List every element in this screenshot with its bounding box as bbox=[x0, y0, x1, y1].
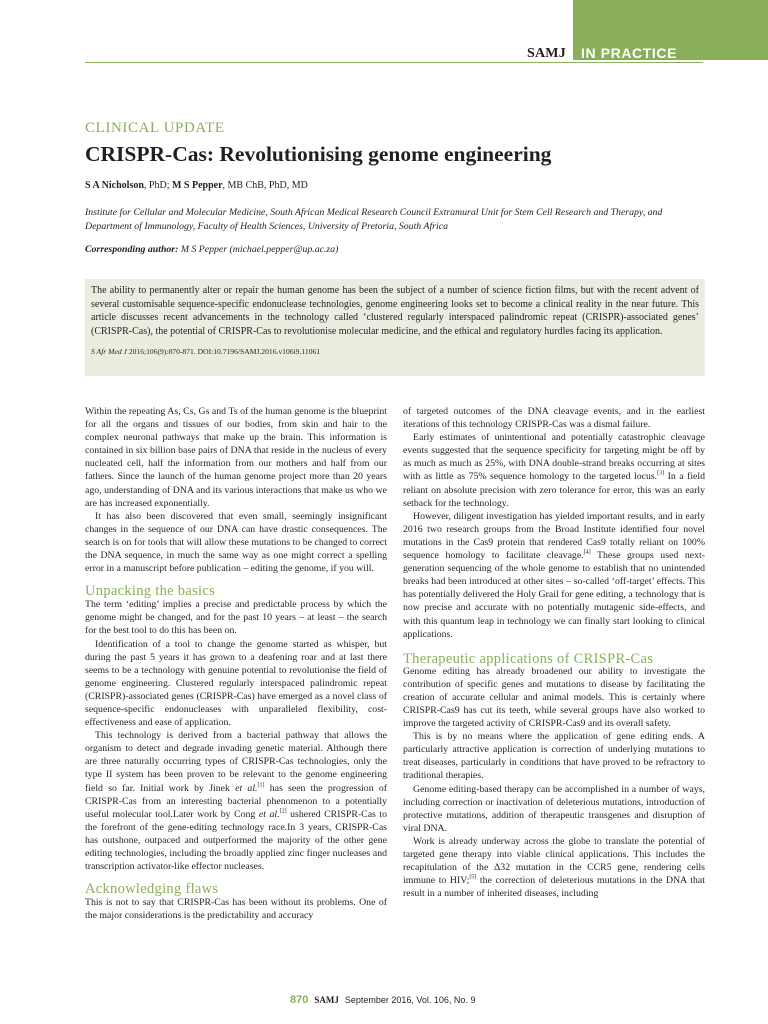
citation-details: 2016;106(9):870-871. DOI:10.7196/SAMJ.2016.v106i9.11061 bbox=[126, 347, 321, 356]
journal-name: SAMJ bbox=[527, 46, 566, 61]
text-run: In a field reliant on absolute precision with zero tolerance for error, this was an early setback for the technology. bbox=[403, 471, 706, 509]
text-run: This technology is derived from a bacterial pathway that allows the organism to detect and degrade invading genetic material. Although there are three naturally occurring types of CRISPR-Cas technologies, only the type II system has been proven to be relevant to the genome engineering field so far. Initial work by Jinek bbox=[85, 730, 387, 794]
section-heading: Acknowledging flaws bbox=[85, 881, 219, 898]
affiliation: Institute for Cellular and Molecular Medicine, South African Medical Research Council Extramural Unit for Stem Cell Research and Therapy, and Department of Immunology, Faculty of Health Sciences, University of Pretoria, South Africa bbox=[85, 207, 663, 232]
author-name: M S Pepper bbox=[171, 180, 223, 191]
section-heading: Therapeutic applications of CRISPR-Cas bbox=[403, 650, 654, 667]
text-run: However, diligent investigation has yielded important results, and in early 2016 two research groups from the Broad Institute identified four novel mutations in the Cas9 protein that rendered Cas9 totally reliant on 100% sequence homology to facilitate cleavage. bbox=[403, 510, 705, 562]
section-heading: Unpacking the basics bbox=[85, 583, 216, 600]
citation-journal: S Afr Med J bbox=[91, 347, 127, 356]
article-kicker: CLINICAL UPDATE bbox=[85, 120, 225, 136]
page-number: 870 bbox=[290, 994, 309, 1006]
paragraph: This is by no means where the application of gene editing ends. A particularly attractive application is correction of underlying mutations to treat diseases, particularly in conditions that have proved to be refractory to traditional therapies. bbox=[403, 731, 705, 782]
et-al: et al. bbox=[235, 782, 258, 794]
paragraph: Within the repeating As, Cs, Gs and Ts of the human genome is the blueprint for all the organs and tissues of our bodies, from skin and hair to the complex neuronal pathways that make up the brain. This information is contained in six billion base pairs of DNA that reside in the nucleus of every nucleated cell, half the information from our mothers and half from our fathers. Since the launch of the human genome project more than 20 years ago, understanding of DNA and its various interactions that make us who we are has increased exponentially. bbox=[85, 406, 387, 509]
page-footer bbox=[290, 994, 475, 1006]
text-run: Early estimates of unintentional and potentially catastrophic cleavage events suggested that the sequence specificity for targeting might be off by as much as much as 25%, with DNA double-strand breaks occurring at sites with as little as 75% sequence homology to the targeted locus. bbox=[403, 432, 705, 483]
paragraph: Genome editing-based therapy can be accomplished in a number of ways, including correction or inactivation of deleterious mutations, introduction of protective mutations, addition of therapeutic transgenes and disruption of viral DNA. bbox=[403, 783, 705, 834]
reference-marker: [3] bbox=[657, 471, 665, 478]
author-degrees: , PhD; bbox=[143, 180, 172, 191]
corresponding-contact: M S Pepper (michael.pepper@up.ac.za) bbox=[178, 244, 339, 255]
paragraph bbox=[403, 835, 705, 900]
paragraph: The term ‘editing’ implies a precise and predictable process by which the genome might be changed, and for the past 10 years – at least – the search for the best tool to do this has been on. bbox=[85, 599, 387, 637]
corresponding-author bbox=[85, 244, 338, 255]
text-run: ushered CRISPR-Cas to the forefront of the gene-editing technology race.In 3 years, CRISPR-Cas has outshone, outpaced and outperformed the majority of the other gene editing technologies, including the broadly applied zinc finger nucleases and transcription activator-like effector nucleases. bbox=[85, 808, 388, 873]
footer-journal: SAMJ bbox=[314, 995, 339, 1005]
reference-marker: [4] bbox=[583, 549, 591, 556]
paragraph: It has also been discovered that even small, seemingly insignificant changes in the sequence of our DNA can have drastic consequences. The search is on for tools that will allow these mutations to be changed to correct the DNA sequence, in much the same way as one might correct a spelling error in a manuscript before publication – editing the genome, if you will. bbox=[85, 510, 387, 575]
paragraph: of targeted outcomes of the DNA cleavage events, and in the earliest iterations of this technology CRISPR-Cas was a dismal failure. bbox=[403, 406, 705, 431]
reference-marker: [2] bbox=[279, 808, 287, 815]
et-al: et al. bbox=[258, 808, 280, 820]
citation-line bbox=[91, 345, 699, 359]
paragraph: Identification of a tool to change the genome started as whisper, but during the past 5 years it has grown to a deafening roar and at last there seems to be a technology with genuine potential to revolutionise the field of genome engineering. Clustered regularly interspaced palindromic repeat (CRISPR)-associated genes (CRISPR-Cas) have emerged as a novel class of sequence-specific endonucleases with unparalleled flexibility, cost-effectiveness and ease of application. bbox=[85, 638, 387, 729]
paragraph: This is not to say that CRISPR-Cas has been without its problems. One of the major considerations is the predictability and accuracy bbox=[85, 897, 387, 922]
paragraph bbox=[403, 431, 705, 510]
section-label: IN PRACTICE bbox=[581, 45, 678, 61]
issue-info: September 2016, Vol. 106, No. 9 bbox=[344, 995, 476, 1005]
text-run: Work is already underway across the globe to translate the potential of targeted gene therapy into viable clinical applications. This includes the recapitulation of the Δ32 mutation in the CCR5 gene, rendering cells immune to HIV; bbox=[403, 835, 705, 887]
text-run: has seen the progression of CRISPR-Cas from an interesting bacterial phenomenon to a potentially useful molecular tool.Later work by Cong bbox=[85, 782, 387, 820]
text-run: the correction of deleterious mutations in the DNA that result in a number of inherited diseases, including bbox=[403, 875, 705, 900]
body-column-right bbox=[403, 405, 705, 900]
body-column-left bbox=[85, 405, 387, 922]
author-name: S A Nicholson bbox=[85, 180, 144, 191]
abstract-text: The ability to permanently alter or repair the human genome has been the subject of a number of science fiction films, but with the recent advent of several customisable sequence-specific endonuclease technologies, genome engineering looks set to become a clinical reality in the near future. This article discusses recent advancements in the technology called ‘clustered regularly interspaced palindromic repeat (CRISPR)-associated genes’ (CRISPR-Cas), the potential of CRISPR-Cas to revolutionise molecular medicine, and the ethical and regulatory hurdles facing its application. bbox=[91, 285, 699, 337]
abstract-box bbox=[85, 279, 705, 376]
paragraph bbox=[85, 729, 387, 873]
reference-marker: [1] bbox=[257, 782, 265, 789]
author-list bbox=[85, 180, 308, 191]
paragraph: Genome editing has already broadened our ability to investigate the contribution of specific genes and mutations to disease by facilitating the creation of accurate cellular and animal models. This is certainly where CRISPR-Cas9 has cut its teeth, while several groups have also worked to improve the targeted activity of CRISPR-Cas9 and its overall safety. bbox=[403, 665, 705, 730]
text-run: These groups used next-generation sequencing of the whole genome to establish that no unintended breaks had been introduced at other sites – so-called ‘off-target’ effects. This has potentially delivered the Holy Grail for gene editing, a technology that is now precise and accurate with no potentially mutagenic side-effects, and with this quantum leap in technology we can finally start looking to clinical applications. bbox=[403, 550, 705, 640]
article-title: CRISPR-Cas: Revolutionising genome engineering bbox=[85, 142, 552, 166]
paragraph bbox=[403, 510, 705, 641]
header-divider bbox=[85, 62, 703, 63]
author-degrees: , MB ChB, PhD, MD bbox=[222, 180, 308, 191]
corresponding-label: Corresponding author: bbox=[85, 244, 179, 255]
reference-marker: [5] bbox=[469, 874, 477, 881]
